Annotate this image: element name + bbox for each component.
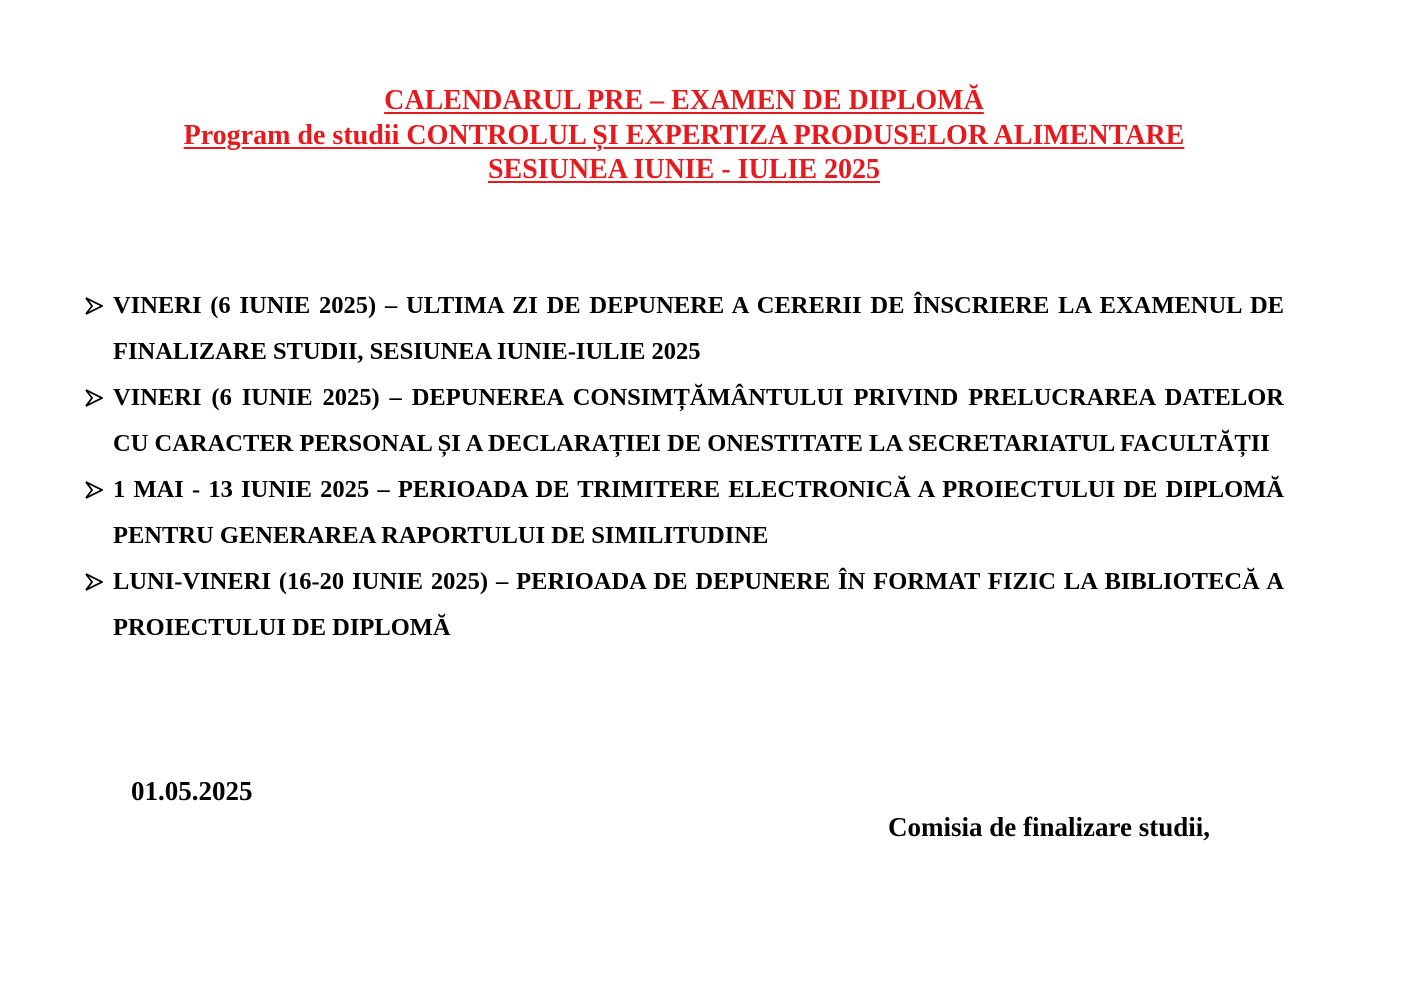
arrowhead-bullet-icon — [84, 283, 104, 329]
arrowhead-bullet-icon — [84, 467, 104, 513]
signature-line: Comisia de finalizare studii, — [888, 812, 1211, 842]
list-item-text: VINERI (6 IUNIE 2025) – DEPUNEREA CONSIMȚĂMÂNTULUI PRIVIND PRELUCRAREA DATELOR CU CARACTER PERSONAL ȘI A DECLARAȚIEI DE ONESTITATE LA SECRETARIATUL FACULTĂȚII — [113, 384, 1284, 457]
session-title: SESIUNEA IUNIE - IULIE 2025 — [487, 154, 881, 185]
deadline-list — [84, 283, 1284, 651]
arrowhead-bullet-icon — [84, 375, 104, 421]
list-item — [84, 283, 1284, 375]
list-item — [84, 559, 1284, 651]
document-date: 01.05.2025 — [131, 776, 253, 806]
list-item-text: 1 MAI - 13 IUNIE 2025 – PERIOADA DE TRIMITERE ELECTRONICĂ A PROIECTULUI DE DIPLOMĂ PENTRU GENERAREA RAPORTULUI DE SIMILITUDINE — [113, 476, 1284, 549]
arrowhead-bullet-icon — [84, 559, 104, 605]
list-item-text: LUNI-VINERI (16-20 IUNIE 2025) – PERIOADA DE DEPUNERE ÎN FORMAT FIZIC LA BIBLIOTECĂ A PROIECTULUI DE DIPLOMĂ — [113, 568, 1284, 641]
study-program-title: Program de studii CONTROLUL ȘI EXPERTIZA PRODUSELOR ALIMENTARE — [183, 119, 1185, 151]
document-title: CALENDARUL PRE – EXAMEN DE DIPLOMĂ — [384, 85, 984, 116]
list-item — [84, 375, 1284, 467]
document-header — [0, 84, 1368, 188]
list-item-text: VINERI (6 IUNIE 2025) – ULTIMA ZI DE DEPUNERE A CERERII DE ÎNSCRIERE LA EXAMENUL DE FINALIZARE STUDII, SESIUNEA IUNIE-IULIE 2025 — [113, 292, 1284, 365]
list-item — [84, 467, 1284, 559]
